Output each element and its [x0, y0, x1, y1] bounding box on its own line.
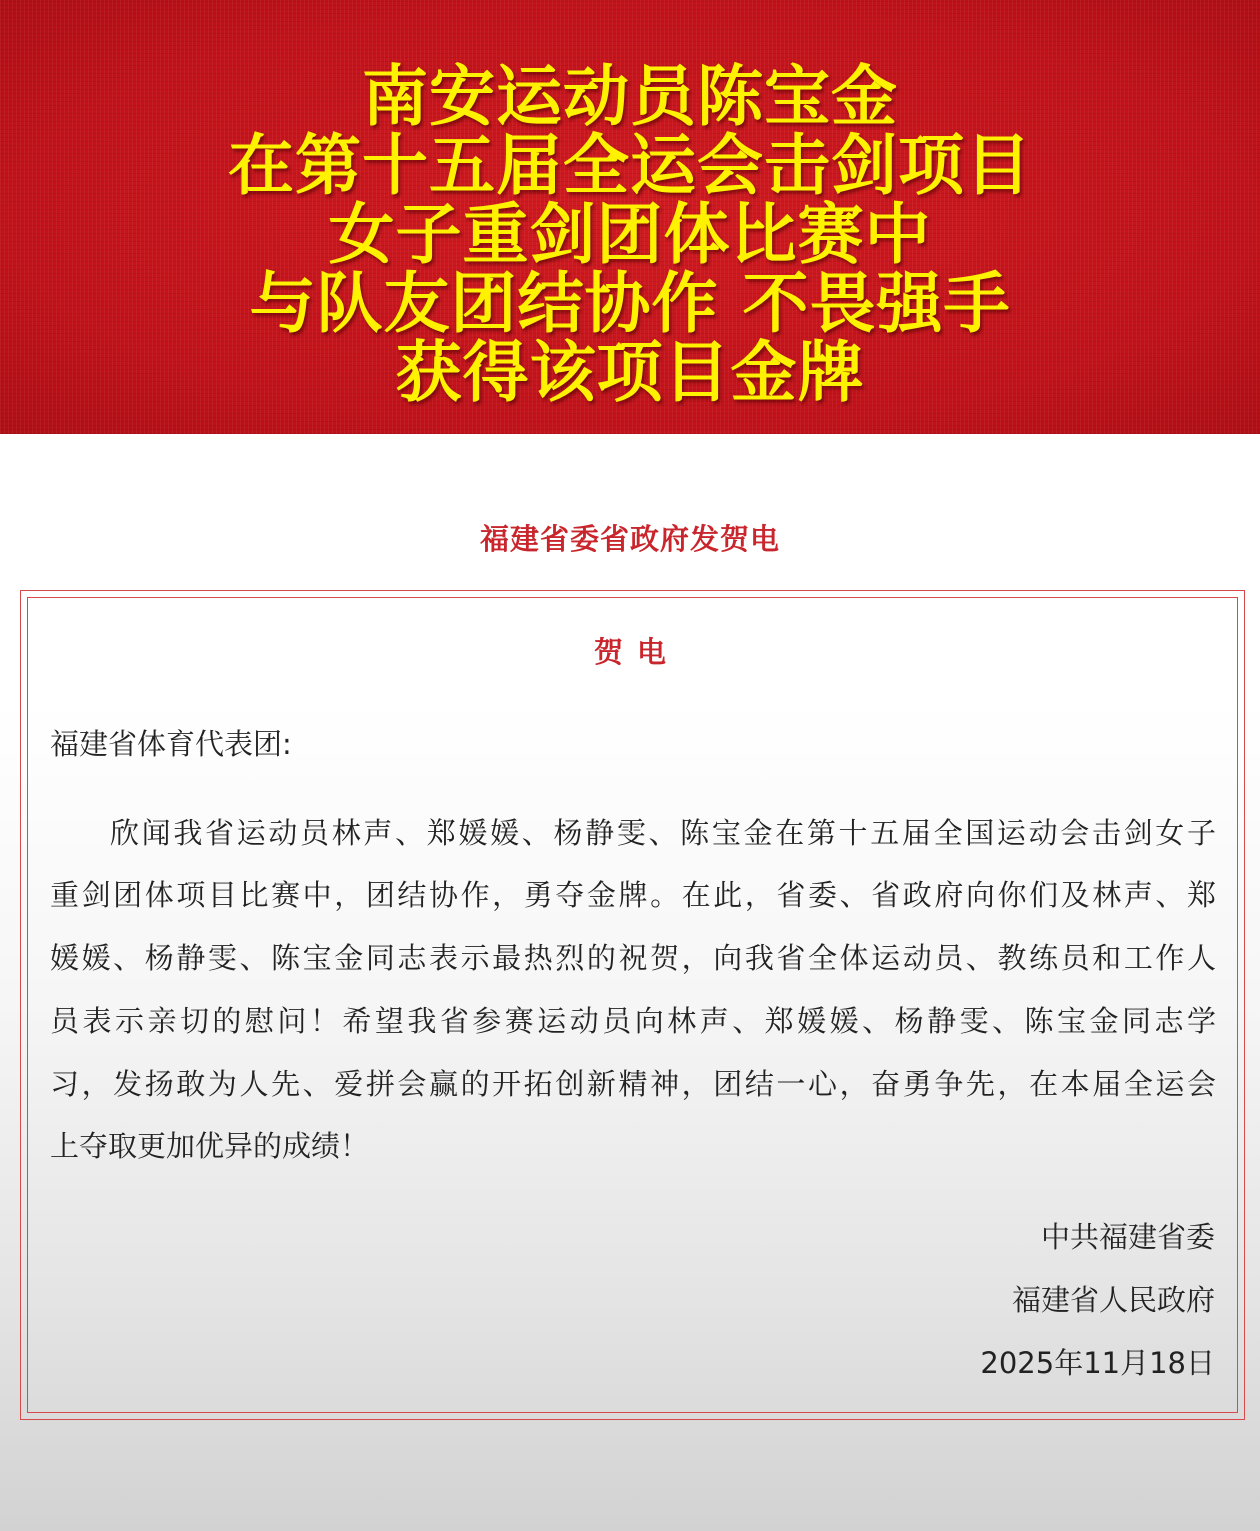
letter-salutation: 福建省体育代表团:: [50, 727, 292, 761]
letter-body-line: 欣闻我省运动员林声、郑媛媛、杨静雯、陈宝金在第十五届全国运动会击剑女子: [110, 816, 1216, 850]
headline-line-3: 女子重剑团体比赛中: [328, 196, 932, 273]
headline-line-1: 南安运动员陈宝金: [362, 58, 898, 135]
letter-title: 贺电: [593, 635, 680, 669]
article-subtitle: 福建省委省政府发贺电: [479, 522, 780, 556]
letter-date: 2025年11月18日: [980, 1346, 1215, 1380]
headline-line-4: 与队友团结协作 不畏强手: [249, 265, 1011, 342]
headline-line-5: 获得该项目金牌: [395, 334, 865, 411]
letter-body-line: 媛媛、杨静雯、陈宝金同志表示最热烈的祝贺，向我省全体运动员、教练员和工作人: [50, 941, 1216, 975]
letter-body-line: 员表示亲切的慰问！希望我省参赛运动员向林声、郑媛媛、杨静雯、陈宝金同志学: [50, 1004, 1216, 1038]
letter-body-line: 重剑团体项目比赛中，团结协作，勇夺金牌。在此，省委、省政府向你们及林声、郑: [50, 878, 1216, 912]
headline-line-2: 在第十五届全运会击剑项目: [228, 127, 1032, 204]
letter-body-line: 习，发扬敢为人先、爱拼会赢的开拓创新精神，团结一心，奋勇争先，在本届全运会: [50, 1067, 1216, 1101]
letter-body-line: 上夺取更加优异的成绩！: [50, 1129, 370, 1163]
signatory-party-committee: 中共福建省委: [1040, 1220, 1215, 1254]
signatory-provincial-government: 福建省人民政府: [1011, 1283, 1215, 1317]
